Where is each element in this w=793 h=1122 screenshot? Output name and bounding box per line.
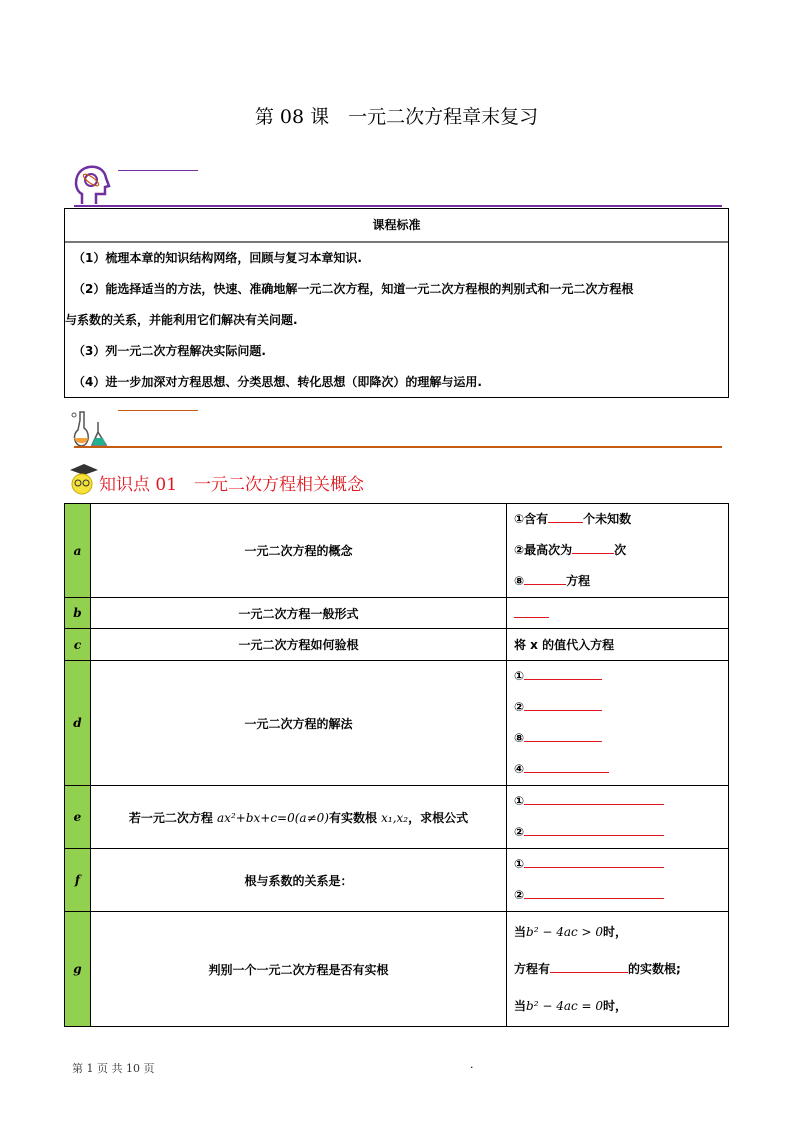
table-row: [65, 912, 729, 1027]
standards-header: 课程标准: [65, 209, 728, 243]
row-answer: [507, 849, 729, 912]
topic-text: 有实数根: [328, 810, 382, 825]
row-topic: [91, 786, 507, 849]
concepts-table: [64, 503, 729, 1027]
fill-blank[interactable]: [524, 667, 602, 680]
fill-blank[interactable]: [524, 572, 566, 585]
fill-blank[interactable]: [550, 960, 628, 973]
answer-text: 时，: [603, 998, 628, 1013]
row-key: c: [65, 629, 91, 661]
row-topic: 判别一个一元二次方程是否有实根: [91, 912, 507, 1027]
fill-blank[interactable]: [524, 886, 664, 899]
formula: b² − 4ac > 0: [526, 924, 604, 939]
table-row: [65, 504, 729, 598]
standard-item: 与系数的关系，并能利用它们解决有关问题.: [65, 313, 298, 327]
answer-marker: ①: [514, 857, 525, 871]
answer-text: 方程: [566, 574, 591, 588]
table-row: [65, 661, 729, 786]
fill-blank[interactable]: [524, 760, 609, 773]
answer-marker: ⑧: [514, 731, 525, 745]
row-answer: [507, 786, 729, 849]
answer-marker: ①: [514, 669, 525, 683]
lab-flask-icon: [70, 408, 112, 448]
divider-orange: [74, 446, 722, 448]
fill-blank[interactable]: [524, 855, 664, 868]
formula: b² − 4ac = 0: [526, 998, 604, 1013]
fill-blank[interactable]: [524, 792, 664, 805]
answer-text: 次: [614, 543, 627, 557]
row-answer: [507, 661, 729, 786]
fill-blank[interactable]: [548, 510, 583, 523]
formula: x₁,x₂: [381, 810, 409, 825]
row-topic: 一元二次方程如何验根: [91, 629, 507, 661]
answer-marker: ②: [514, 888, 525, 902]
row-key: g: [65, 912, 91, 1027]
answer-text: ②最高次为: [514, 543, 573, 557]
graduate-mascot-icon: [68, 462, 100, 496]
table-row: [65, 598, 729, 629]
table-row: [65, 849, 729, 912]
standard-item: （4）进一步加深对方程思想、分类思想、转化思想（即降次）的理解与运用.: [73, 375, 482, 389]
footer-dot: .: [470, 1058, 474, 1071]
answer-marker: ①: [514, 794, 525, 808]
fill-blank[interactable]: [524, 698, 602, 711]
answer-text: 方程有: [514, 961, 551, 976]
row-key: b: [65, 598, 91, 629]
answer-marker: ②: [514, 700, 525, 714]
standard-item: （2）能选择适当的方法，快速、准确地解一元二次方程，知道一元二次方程根的判别式和一元二次方程根: [73, 282, 634, 296]
row-key: d: [65, 661, 91, 786]
fill-blank[interactable]: [524, 823, 664, 836]
fill-blank[interactable]: [514, 605, 549, 618]
row-topic: 根与系数的关系是：: [91, 849, 507, 912]
formula: ax²+bx+c=0(a≠0): [217, 810, 329, 825]
row-key: f: [65, 849, 91, 912]
row-topic: 一元二次方程的概念: [91, 504, 507, 598]
answer-marker: ②: [514, 825, 525, 839]
answer-text: 时，: [603, 924, 628, 939]
answer-text: 当: [514, 924, 527, 939]
topic-text: 若一元二次方程: [128, 810, 218, 825]
row-topic: 一元二次方程一般形式: [91, 598, 507, 629]
row-answer: 将 x 的值代入方程: [507, 629, 729, 661]
brain-head-icon: [72, 164, 112, 206]
page-number: 第 1 页 共 10 页: [72, 1062, 155, 1075]
heading-underline: [118, 410, 198, 411]
row-key: a: [65, 504, 91, 598]
fill-blank[interactable]: [524, 729, 602, 742]
table-row: [65, 629, 729, 661]
answer-text: ⑧: [514, 574, 525, 588]
row-key: e: [65, 786, 91, 849]
answer-text: 当: [514, 998, 527, 1013]
answer-text: ①含有: [514, 512, 549, 526]
answer-marker: ④: [514, 762, 525, 776]
row-answer: [507, 598, 729, 629]
answer-text: 个未知数: [583, 512, 632, 526]
course-standards-box: [64, 208, 729, 398]
row-topic: 一元二次方程的解法: [91, 661, 507, 786]
fill-blank[interactable]: [572, 541, 614, 554]
heading-underline: [118, 170, 198, 171]
standard-item: （1）梳理本章的知识结构网络，回顾与复习本章知识.: [73, 251, 362, 265]
divider-purple: [74, 205, 722, 207]
topic-text: ，求根公式: [408, 810, 469, 825]
answer-text: 的实数根;: [628, 961, 681, 976]
section-title: 知识点 01 一元二次方程相关概念: [99, 475, 365, 495]
standard-item: （3）列一元二次方程解决实际问题.: [73, 344, 266, 358]
table-row: [65, 786, 729, 849]
row-answer: [507, 912, 729, 1027]
page-title: 第 08 课 一元二次方程章末复习: [254, 106, 539, 128]
row-answer: [507, 504, 729, 598]
